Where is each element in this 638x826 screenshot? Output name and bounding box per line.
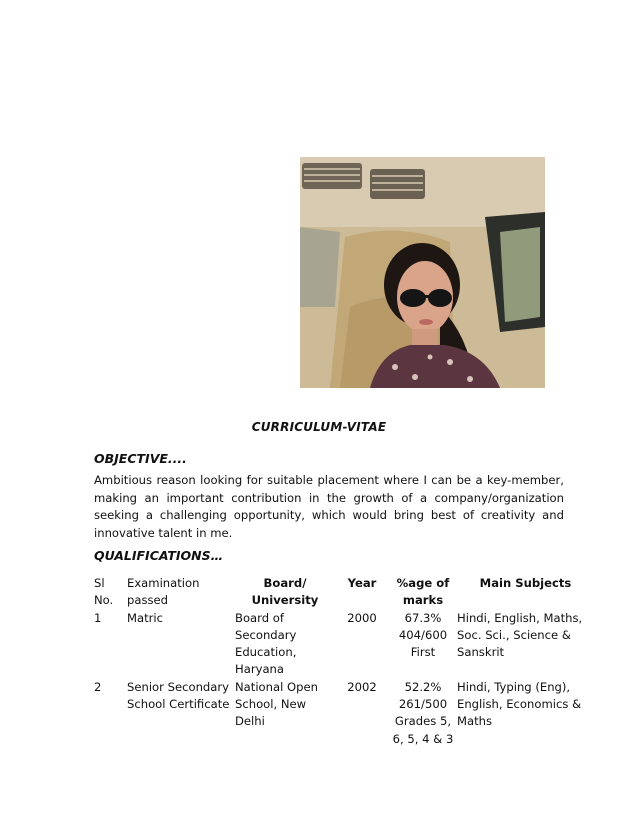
header-marks: %age of marks: [396, 576, 450, 608]
profile-photo: [300, 157, 545, 388]
cell-year: 2000: [347, 610, 377, 625]
header-year: Year: [347, 576, 377, 590]
qualifications-heading: QUALIFICATIONS…: [94, 548, 224, 563]
cell-subjects: Hindi, Typing (Eng), English, Economics & Maths: [457, 679, 582, 729]
table-header-row: [94, 575, 594, 610]
header-sl: Sl No.: [94, 576, 114, 608]
table-row: [94, 610, 594, 679]
cell-marks: 52.2% 261/500 Grades 5, 6, 5, 4 & 3: [392, 679, 454, 746]
cell-board: National Open School, New Delhi: [235, 679, 318, 729]
table-row: [94, 679, 594, 748]
objective-text: Ambitious reason looking for suitable placement where I can be a key-member, making an important contribution in the growth of a company/organization seeking a challenging opportunity, which would bring best of creativity and innovative talent in me.: [94, 473, 564, 540]
cell-examination: Senior Secondary School Certificate: [127, 679, 230, 712]
document-title: CURRICULUM-VITAE: [251, 420, 387, 434]
profile-photo-image: [300, 157, 545, 388]
cell-sl: 2: [94, 679, 102, 694]
objective-heading: OBJECTIVE....: [94, 451, 187, 466]
qualifications-table: [94, 575, 594, 748]
cell-marks: 67.3% 404/600 First: [398, 610, 448, 660]
cell-year: 2002: [347, 679, 377, 694]
cell-examination: Matric: [127, 610, 164, 625]
header-examination: Examination passed: [127, 576, 200, 608]
cell-sl: 1: [94, 610, 102, 625]
header-board: Board/ University: [251, 576, 319, 608]
header-subjects: Main Subjects: [479, 576, 572, 590]
cell-subjects: Hindi, English, Maths, Soc. Sci., Science & Sanskrit: [457, 610, 583, 660]
cell-board: Board of Secondary Education, Haryana: [235, 610, 297, 677]
